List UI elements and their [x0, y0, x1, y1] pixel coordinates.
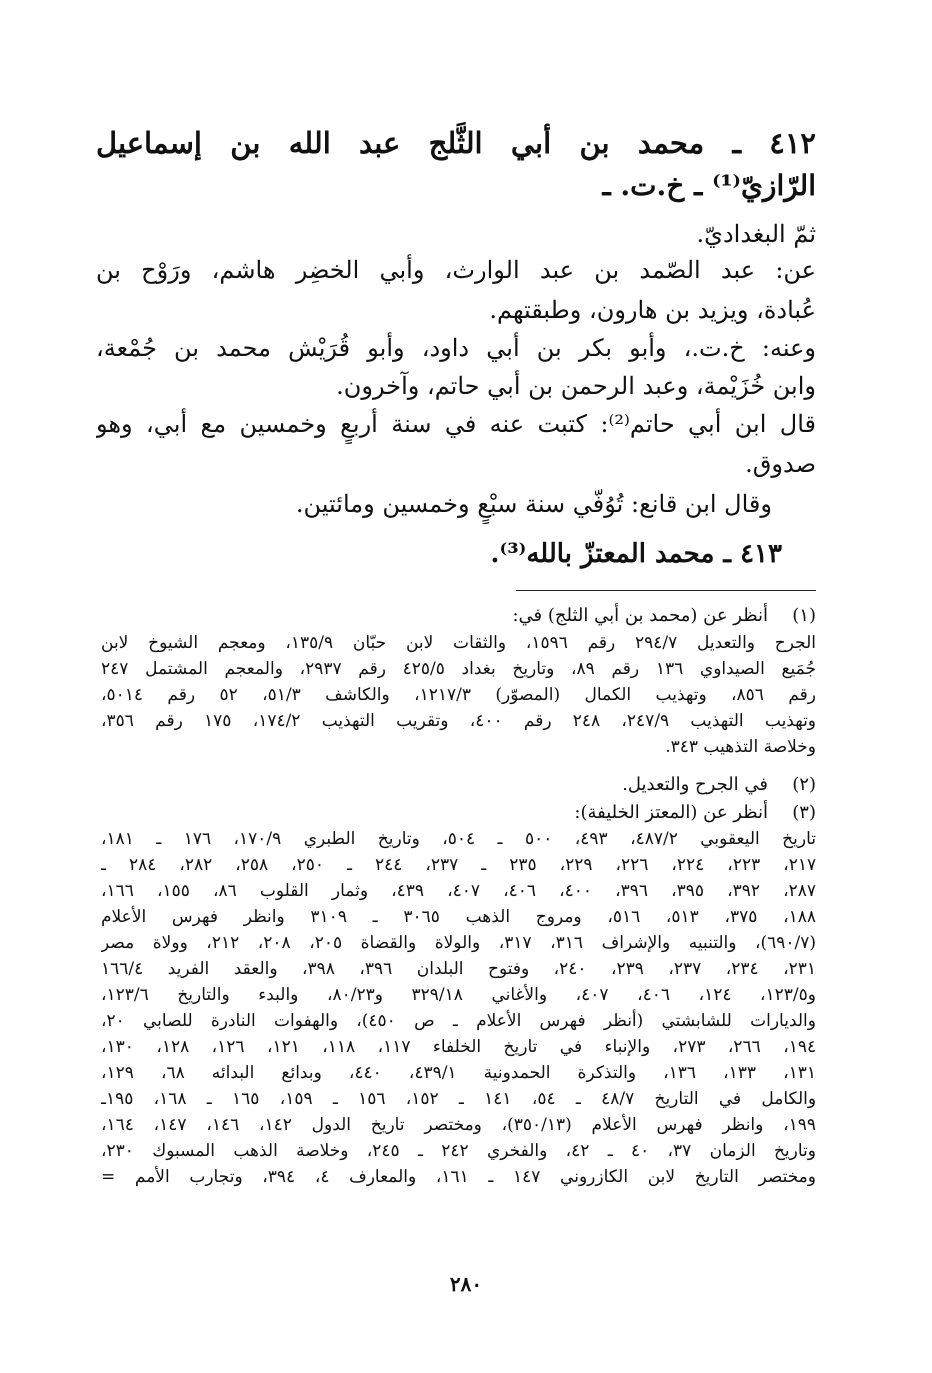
page-number: ٢٨٠ [449, 1272, 483, 1296]
footnote-3-line: (٦٩٠/٧)، والتنبيه والإشراف ٣١٦، ٣١٧، والولاة والقضاة ٢٠٥، ٢٠٨، ٢١٢، وولاة مصر [101, 933, 816, 953]
footnote-1-line: رقم ٨٥٦، وتهذيب الكمال (المصوّر) ١٢١٧/٣، والكاشف ٥١/٣، ٥٢ رقم ٥٠١٤، [101, 685, 816, 705]
entry-413-heading: ٤١٣ ـ محمد المعتزّ بالله⁽³⁾. [490, 539, 782, 569]
footnote-3-line: ١٩٤، ٢٦٦، ٢٧٣، والإنباء في تاريخ الخلفاء ١١٧، ١١٨، ١٢١، ١٢٦، ١٢٨، ١٣٠، [101, 1037, 816, 1057]
footnote-1-line: جُمَيع الصيداوي ١٣٦ رقم ٨٩، وتاريخ بغداد ٤٢٥/٥ رقم ٢٩٣٧، والمعجم المشتمل ٢٤٧ [101, 659, 816, 679]
footnote-divider [516, 590, 816, 591]
entry-412-title-line2: الرّازيّ⁽¹⁾ ـ خ.ت. ـ [602, 169, 816, 202]
entry-412-line-1: ثمّ البغداديّ. [696, 220, 816, 248]
footnote-1-heading: أنظر عن (محمد بن أبي الثلج) في: [512, 605, 768, 626]
entry-412-line-2: عن: عبد الصّمد بن عبد الوارث، وأبي الخضِر هاشم، ورَوْح بن [96, 256, 816, 284]
footnote-3-line: ومختصر التاريخ لابن الكازروني ١٤٧ ـ ١٦١، والمعارف ٤، ٣٩٤، وتجارب الأمم = [101, 1167, 816, 1187]
footnote-3-line: ٢١٧، ٢٢٣، ٢٢٤، ٢٢٦، ٢٢٩، ٢٣٥ ـ ٢٣٧، ٢٤٤ ـ ٢٥٠، ٢٥٨، ٢٨٢، ٢٨٤ ـ [101, 855, 816, 875]
entry-412-line-3: عُبادة، ويزيد بن هارون، وطبقتهم. [489, 296, 816, 324]
entry-412-line-6: قال ابن أبي حاتم⁽²⁾: كتبت عنه في سنة أربعٍ وخمسين مع أبي، وهو [96, 410, 816, 438]
footnote-3-line: وتاريخ الزمان ٣٧، ٤٠ ـ ٤٢، والفخري ٢٤٢ ـ ٢٤٥، وخلاصة الذهب المسبوك ٢٣٠، [101, 1141, 816, 1161]
footnote-3-line: ٢٨٧، ٣٩٢، ٣٩٥، ٣٩٦، ٤٠٠، ٤٠٦، ٤٠٧، ٤٣٩، وثمار القلوب ٨٦، ١٥٥، ١٦٦، [101, 881, 816, 901]
footnote-3-line: و١٢٣/٥، ١٢٤، ٤٠٦، ٤٠٧، والأغاني ٣٢٩/١٨ و٨٠/٢٣، والبدء والتاريخ ١٢٣/٦، [101, 985, 816, 1005]
entry-412-heading [96, 118, 816, 168]
entry-412-line-8: وقال ابن قانع: تُوُفّي سنة سبْعٍ وخمسين ومائتين. [295, 490, 772, 518]
footnote-3-line: والكامل في التاريخ ٤٨/٧ ـ ٥٤، ١٤١ ـ ١٥٢، ١٥٦ ـ ١٥٩، ١٦٥ ـ ١٦٨، ١٩٥ـ [101, 1089, 816, 1109]
footnote-2-number: (٢) [792, 774, 816, 795]
footnote-3-line: ١٩٩، وانظر فهرس الأعلام (٣٥٠/١٣)، ومختصر تاريخ الدول ١٤٢، ١٤٦، ١٤٧، ١٦٤، [101, 1115, 816, 1135]
footnote-1-line: وتهذيب التهذيب ٢٤٧/٩، ٢٤٨ رقم ٤٠٠، وتقريب التهذيب ١٧٤/٢، ١٧٥ رقم ٣٥٦، [101, 711, 816, 731]
footnote-2-text: في الجرح والتعديل. [622, 774, 768, 795]
footnote-3-line: والديارات للشابشتي (أنظر فهرس الأعلام ـ ص ٤٥٠)، والهفوات النادرة للصابي ٢٠، [101, 1011, 816, 1031]
footnote-3-line: ١٨٨، ٣٧٥، ٥١٣، ٥١٦، ومروج الذهب ٣٠٦٥ ـ ٣١٠٩ وانظر فهرس الأعلام [101, 907, 816, 927]
footnote-3-line: تاريخ اليعقوبي ٤٨٧/٢، ٤٩٣، ٥٠٠ ـ ٥٠٤، وتاريخ الطبري ١٧٠/٩، ١٧٦ ـ ١٨١، [101, 829, 816, 849]
entry-412-line-5: وابن خُزَيْمة، وعبد الرحمن بن أبي حاتم، وآخرون. [336, 372, 816, 400]
footnote-1-number: (١) [792, 605, 816, 626]
footnote-3-number: (٣) [792, 802, 816, 823]
footnote-3-line: ١٣١، ١٣٣، ١٣٦، والتذكرة الحمدونية ٤٣٩/١، ٤٤٠، وبدائع البدائه ٦٨، ١٢٩، [101, 1063, 816, 1083]
footnote-1-line: وخلاصة التذهيب ٣٤٣. [665, 737, 816, 757]
footnote-3-line: ٢٣١، ٢٣٤، ٢٣٧، ٢٣٩، ٢٤٠، وفتوح البلدان ٣٩٦، ٣٩٨، والعقد الفريد ١٦٦/٤ [101, 959, 816, 979]
footnote-1-line: الجرح والتعديل ٢٩٤/٧ رقم ١٥٩٦، والثقات لابن حبّان ١٣٥/٩، ومعجم الشيوخ لابن [101, 633, 816, 653]
entry-412-line-7: صدوق. [745, 450, 816, 478]
footnote-3-heading: أنظر عن (المعتز الخليفة): [574, 802, 768, 823]
entry-412-line-4: وعنه: خ.ت.، وأبو بكر بن أبي داود، وأبو قُرَيْش محمد بن جُمْعة، [96, 334, 816, 362]
entry-412-title-line1: ٤١٢ ـ محمد بن أبي الثَّلج عبد الله بن إسماعيل [96, 126, 816, 160]
